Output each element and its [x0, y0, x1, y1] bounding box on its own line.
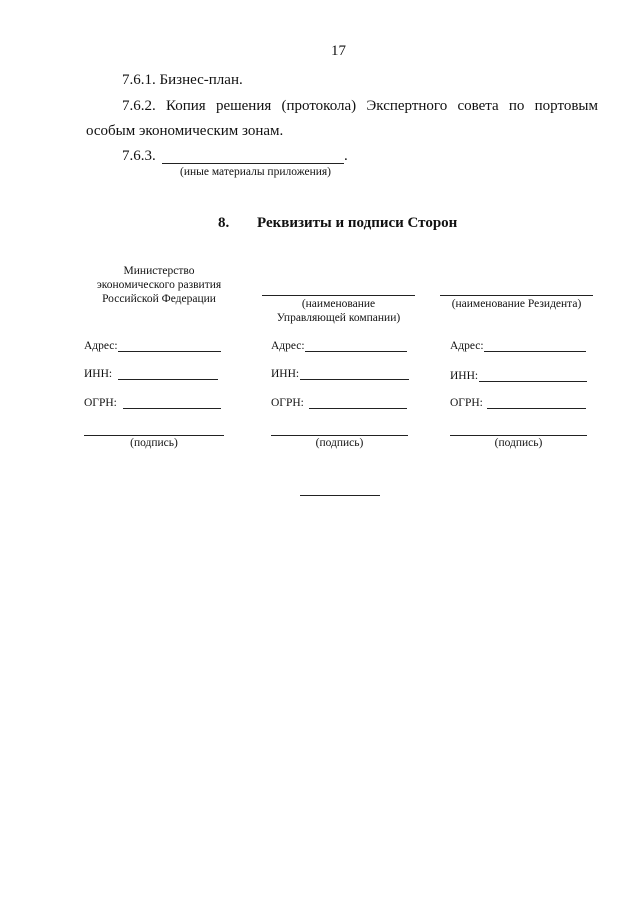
section-title: Реквизиты и подписи Сторон — [257, 215, 458, 231]
end-separator-line — [300, 495, 380, 496]
resident-signature-line — [450, 435, 587, 436]
item-7-6-3-caption: (иные материалы приложения) — [180, 166, 332, 178]
company-ogrn-label: ОГРН: — [271, 397, 304, 409]
ministry-name-line3: Российской Федерации — [102, 293, 216, 305]
ministry-address-label: Адрес: — [84, 340, 118, 352]
company-address-line — [305, 351, 407, 352]
resident-inn-label: ИНН: — [450, 370, 479, 382]
resident-address-line — [484, 351, 586, 352]
ministry-ogrn-line — [123, 408, 221, 409]
item-7-6-1: 7.6.1. Бизнес-план. — [122, 72, 243, 88]
resident-ogrn-label: ОГРН: — [450, 397, 483, 409]
company-inn-line — [300, 379, 409, 380]
ministry-ogrn-label: ОГРН: — [84, 397, 117, 409]
section-number: 8. — [218, 215, 230, 231]
item-7-6-3-period: . — [344, 148, 348, 164]
ministry-address-line — [118, 351, 221, 352]
resident-ogrn-line — [487, 408, 586, 409]
resident-signature-caption: (подпись) — [494, 437, 543, 449]
resident-address-label: Адрес: — [450, 340, 484, 352]
company-address-label: Адрес: — [271, 340, 305, 352]
ministry-signature-caption: (подпись) — [130, 437, 178, 449]
ministry-signature-line — [84, 435, 224, 436]
ministry-inn-label: ИНН: — [84, 368, 113, 380]
company-inn-label: ИНН: — [271, 368, 300, 380]
resident-inn-line — [479, 381, 587, 382]
ministry-name-line1: Министерство — [123, 265, 195, 277]
company-signature-line — [271, 435, 408, 436]
resident-name-line — [440, 295, 593, 296]
page-number: 17 — [331, 43, 346, 59]
company-caption-line2: Управляющей компании) — [276, 312, 401, 324]
item-7-6-2-line1: 7.6.2. Копия решения (протокола) Экспертного совета по портовым — [122, 98, 598, 114]
company-name-line — [262, 295, 415, 296]
ministry-name-line2: экономического развития — [96, 279, 222, 291]
company-caption-line1: (наименование — [301, 298, 376, 310]
item-7-6-2-line2: особым экономическим зонам. — [86, 123, 284, 139]
company-signature-caption: (подпись) — [315, 437, 364, 449]
item-7-6-3-label: 7.6.3. — [122, 148, 156, 164]
ministry-inn-line — [118, 379, 218, 380]
company-ogrn-line — [309, 408, 407, 409]
resident-caption: (наименование Резидента) — [451, 298, 582, 310]
item-7-6-3-blank-line — [162, 163, 344, 164]
